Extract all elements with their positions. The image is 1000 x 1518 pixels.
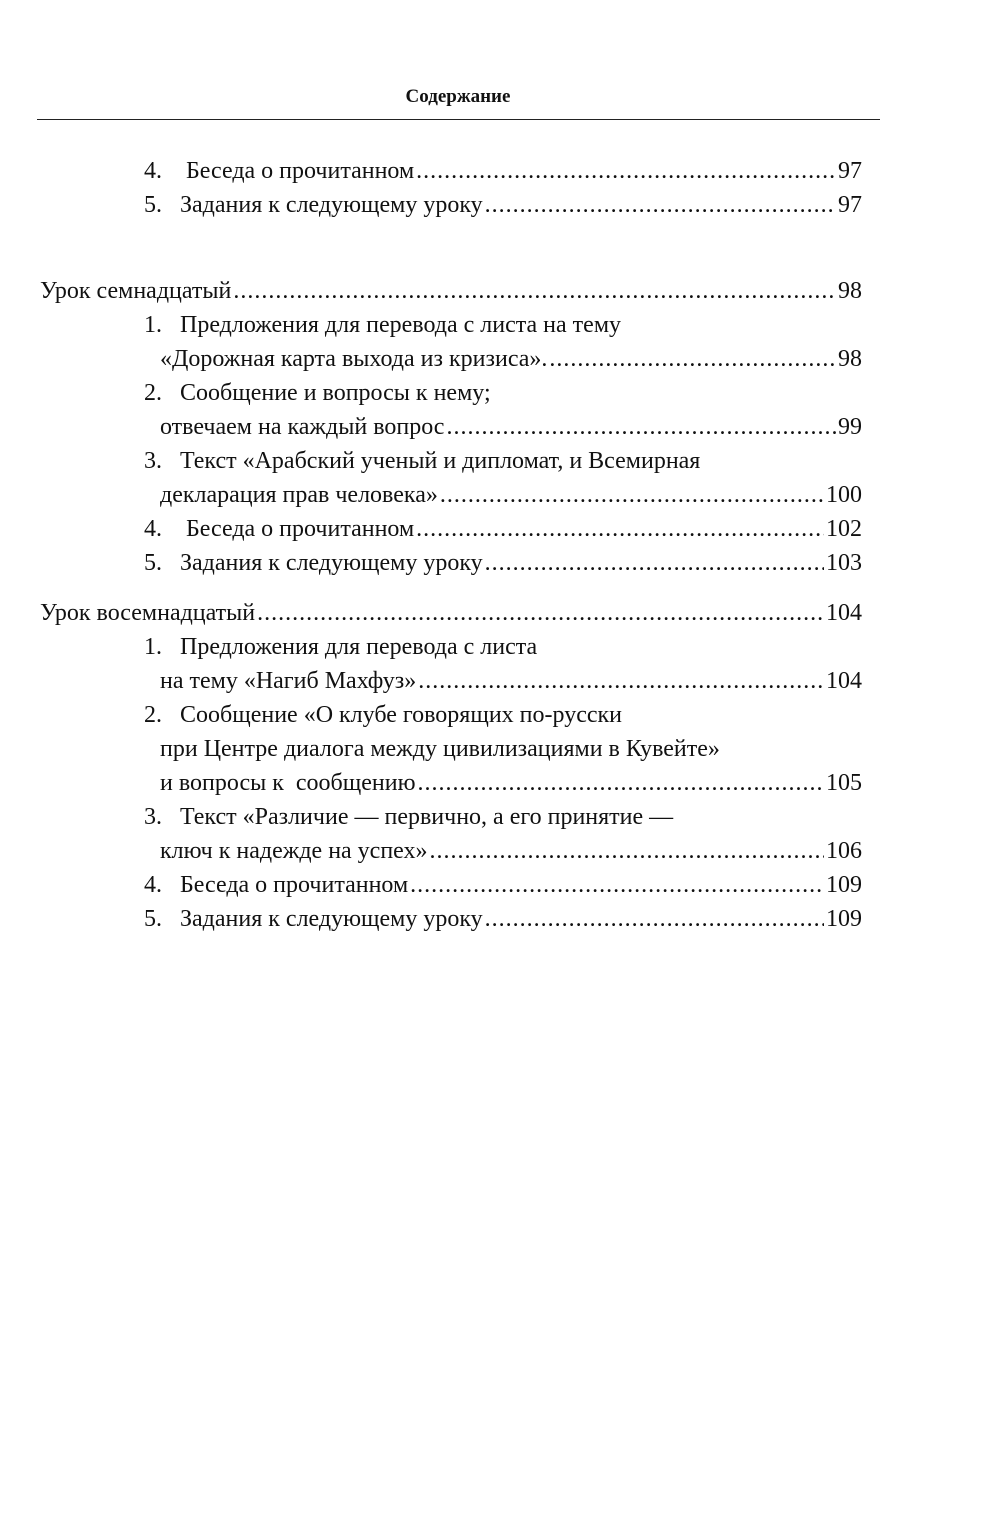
entry-title-line2: при Центре диалога между цивилизациями в Кувейте»	[160, 736, 720, 762]
entry-page: 106	[826, 838, 862, 864]
entry-title: Задания к следующему уроку	[180, 192, 483, 218]
entry-number: 1.	[144, 312, 162, 338]
entry-title-line2: отвечаем на каждый вопрос	[160, 414, 445, 440]
toc-entry[interactable]	[40, 188, 862, 222]
toc-entry-continuation[interactable]	[40, 478, 862, 512]
entry-page: 102	[826, 516, 862, 542]
leader-dots	[446, 410, 836, 444]
leader-dots	[416, 512, 824, 546]
entry-number: 2.	[144, 702, 162, 728]
leader-dots	[418, 664, 824, 698]
entry-page: 97	[838, 192, 862, 218]
lesson-page: 104	[826, 600, 862, 626]
leader-dots	[418, 766, 824, 800]
entry-number: 3.	[144, 804, 162, 830]
toc-entry-continuation[interactable]	[40, 664, 862, 698]
entry-number: 4.	[144, 158, 162, 184]
toc-entry[interactable]	[40, 902, 862, 936]
entry-title-line1: Сообщение «О клубе говорящих по-русски	[180, 702, 622, 728]
entry-number: 5.	[144, 192, 162, 218]
entry-page: 109	[826, 906, 862, 932]
leader-dots	[416, 154, 836, 188]
lesson-title: Урок восемнадцатый	[40, 600, 256, 626]
toc-entry-continuation[interactable]	[40, 834, 862, 868]
entry-title-line2: «Дорожная карта выхода из кризиса».	[160, 346, 548, 372]
leader-dots	[485, 902, 824, 936]
toc-entry[interactable]	[40, 800, 862, 834]
leader-dots	[257, 596, 824, 630]
entry-page: 104	[826, 668, 862, 694]
leader-dots	[410, 868, 824, 902]
entry-number: 4.	[144, 872, 162, 898]
entry-page: 103	[826, 550, 862, 576]
entry-title-line2: на тему «Нагиб Махфуз»	[160, 668, 417, 694]
entry-number: 1.	[144, 634, 162, 660]
toc-entry-continuation[interactable]	[40, 732, 862, 766]
entry-number: 4.	[144, 516, 162, 542]
toc-entry[interactable]	[40, 154, 862, 188]
toc-entry[interactable]	[40, 444, 862, 478]
toc-entry-continuation[interactable]	[40, 342, 862, 376]
entry-page: 105	[826, 770, 862, 796]
leader-dots	[485, 188, 836, 222]
entry-title-line2: ключ к надежде на успех»	[160, 838, 428, 864]
entry-title-line1: Текст «Арабский ученый и дипломат, и Всемирная	[180, 448, 701, 474]
entry-page: 97	[838, 158, 862, 184]
entry-title: Беседа о прочитанном	[180, 872, 409, 898]
entry-title-line1: Текст «Различие — первично, а его принятие —	[180, 804, 674, 830]
entry-page: 109	[826, 872, 862, 898]
entry-number: 5.	[144, 906, 162, 932]
entry-title-line1: Предложения для перевода с листа на тему	[180, 312, 621, 338]
entry-number: 3.	[144, 448, 162, 474]
entry-title: Задания к следующему уроку	[180, 906, 483, 932]
entry-page: 100	[826, 482, 862, 508]
leader-dots	[233, 274, 836, 308]
toc-entry[interactable]	[40, 512, 862, 546]
entry-title-line3: и вопросы к сообщению	[160, 770, 416, 796]
toc-lesson-18[interactable]	[40, 596, 862, 630]
toc-entry[interactable]	[40, 546, 862, 580]
toc-entry-continuation[interactable]	[40, 410, 862, 444]
entry-title: Задания к следующему уроку	[180, 550, 483, 576]
entry-title-line1: Сообщение и вопросы к нему;	[180, 380, 491, 406]
entry-title-line1: Предложения для перевода с листа	[180, 634, 538, 660]
entry-number: 2.	[144, 380, 162, 406]
entry-page: 99	[838, 414, 862, 440]
entry-title: Беседа о прочитанном	[180, 158, 415, 184]
table-of-contents	[40, 154, 862, 936]
running-head: Содержание	[405, 86, 511, 107]
lesson-title: Урок семнадцатый	[40, 278, 232, 304]
leader-dots	[440, 478, 824, 512]
leader-dots	[549, 342, 836, 376]
leader-dots	[485, 546, 824, 580]
entry-page: 98	[838, 346, 862, 372]
toc-entry[interactable]	[40, 308, 862, 342]
leader-dots	[430, 834, 824, 868]
lesson-page: 98	[838, 278, 862, 304]
entry-number: 5.	[144, 550, 162, 576]
toc-entry[interactable]	[40, 630, 862, 664]
toc-entry-continuation[interactable]	[40, 766, 862, 800]
header-rule	[37, 119, 880, 120]
toc-entry[interactable]	[40, 376, 862, 410]
entry-title: Беседа о прочитанном	[180, 516, 415, 542]
toc-lesson-17[interactable]	[40, 274, 862, 308]
entry-title-line2: декларация прав человека»	[160, 482, 438, 508]
toc-entry[interactable]	[40, 698, 862, 732]
toc-entry[interactable]	[40, 868, 862, 902]
